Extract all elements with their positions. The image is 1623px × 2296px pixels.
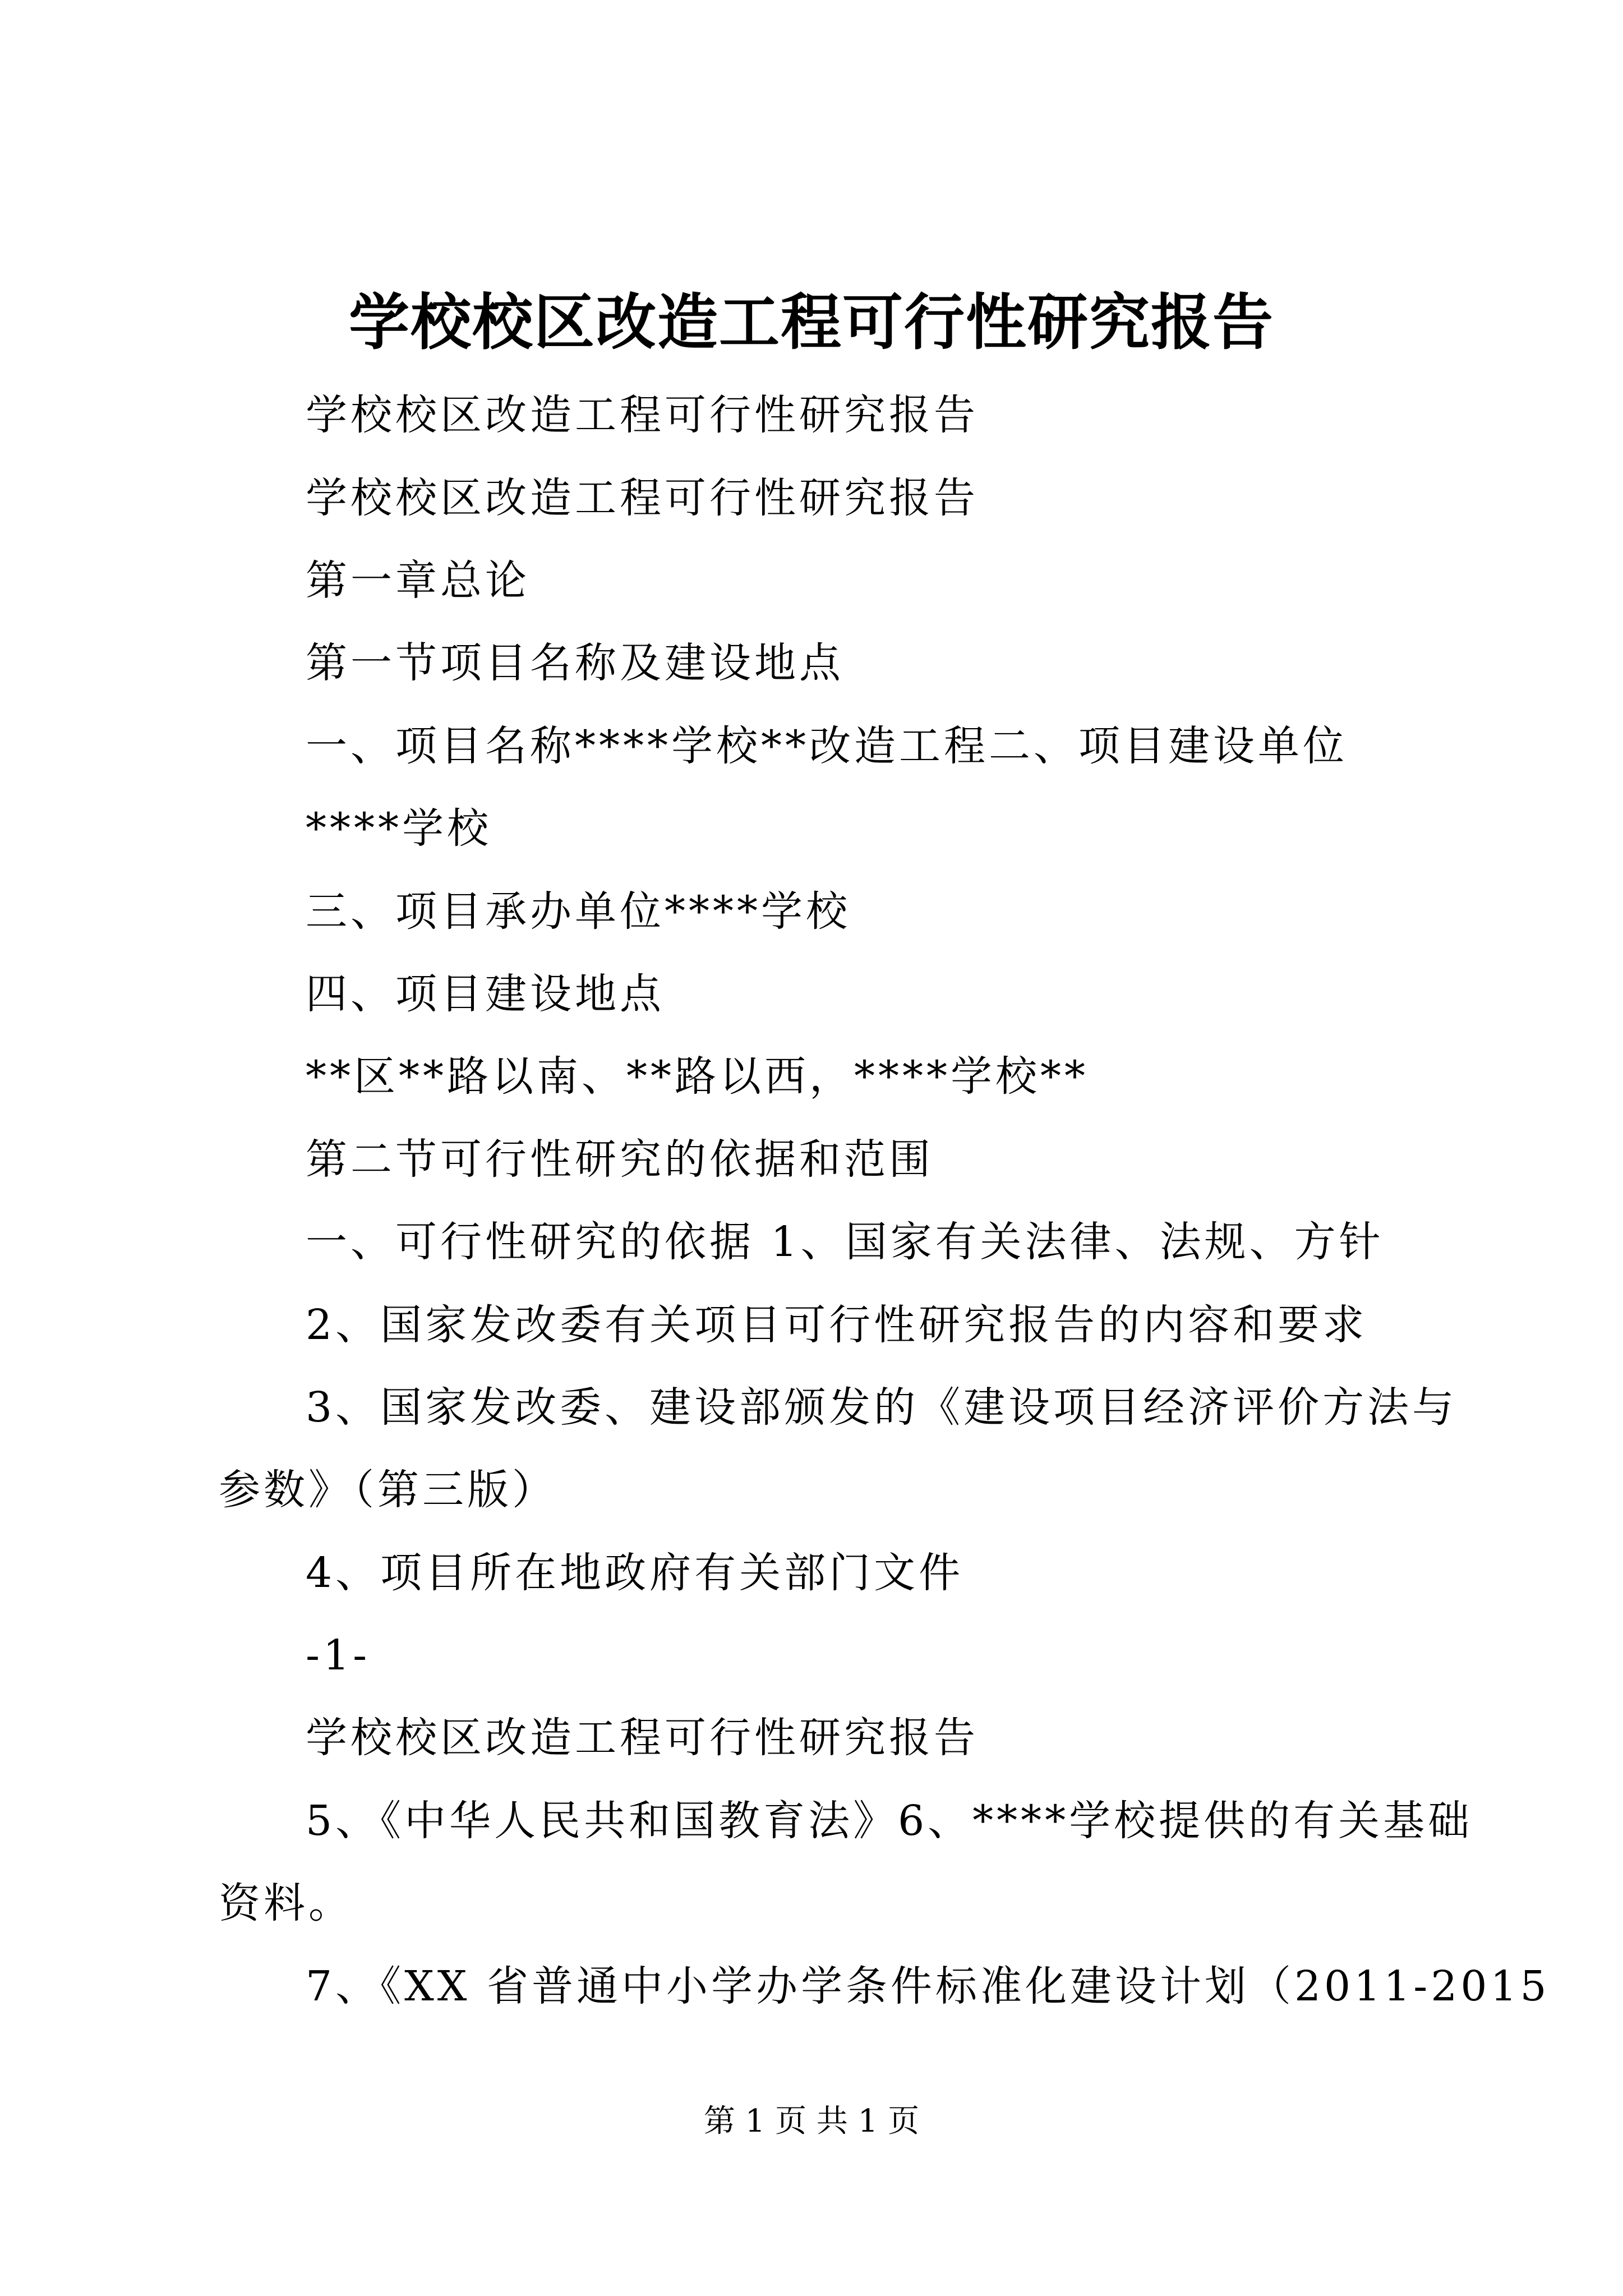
body-line: **区**路以南、**路以西，****学校** bbox=[306, 1052, 1089, 1101]
body-line: 学校校区改造工程可行性研究报告 bbox=[306, 474, 979, 522]
running-header: 学校校区改造工程可行性研究报告 bbox=[306, 1714, 979, 1762]
body-line: ****学校 bbox=[306, 804, 492, 853]
body-line-continuation: 资料。 bbox=[219, 1879, 353, 1927]
body-line: 三、项目承办单位****学校 bbox=[306, 887, 851, 936]
body-line: 一、项目名称****学校**改造工程二、项目建设单位 bbox=[306, 722, 1348, 770]
body-line: 5、《中华人民共和国教育法》6、****学校提供的有关基础 bbox=[306, 1797, 1473, 1845]
page-number-marker: -1- bbox=[306, 1631, 371, 1680]
body-line: 学校校区改造工程可行性研究报告 bbox=[306, 391, 979, 439]
body-line: 3、国家发改委、建设部颁发的《建设项目经济评价方法与 bbox=[306, 1383, 1458, 1432]
body-line-continuation: 参数》（第三版） bbox=[219, 1466, 557, 1514]
page-footer: 第 1 页 共 1 页 bbox=[703, 2103, 920, 2139]
document-title: 学校校区改造工程可行性研究报告 bbox=[348, 287, 1274, 358]
body-line: 四、项目建设地点 bbox=[306, 970, 665, 1018]
body-line: 2、国家发改委有关项目可行性研究报告的内容和要求 bbox=[306, 1301, 1368, 1349]
body-line: 一、可行性研究的依据 1、国家有关法律、法规、方针 bbox=[306, 1218, 1384, 1266]
section-heading: 第二节可行性研究的依据和范围 bbox=[306, 1135, 934, 1184]
section-heading: 第一节项目名称及建设地点 bbox=[306, 639, 844, 687]
chapter-heading: 第一章总论 bbox=[306, 556, 530, 605]
body-line: 7、《XX 省普通中小学办学条件标准化建设计划（2011-2015 bbox=[306, 1962, 1550, 2010]
body-line: 4、项目所在地政府有关部门文件 bbox=[306, 1549, 964, 1597]
